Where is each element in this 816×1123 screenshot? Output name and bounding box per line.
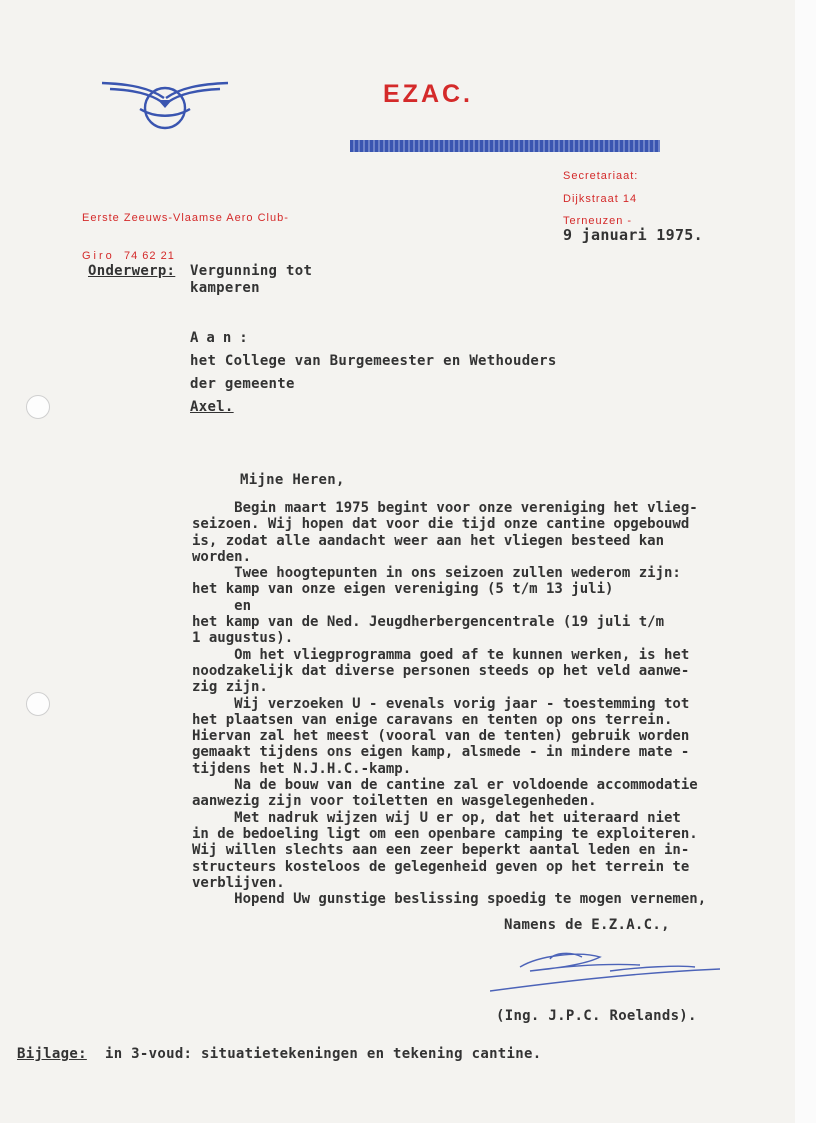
page-edge [795, 0, 816, 1123]
giro-number: 74 62 21 [124, 250, 175, 262]
recipient-line-1: het College van Burgemeester en Wethouders [190, 353, 557, 369]
body-line: en [192, 597, 252, 614]
closing: Namens de E.Z.A.C., [504, 917, 670, 933]
body-line: Om het vliegprogramma goed af te kunnen werken, is het [192, 646, 690, 663]
body-line: zig zijn. [192, 679, 268, 696]
salutation: Mijne Heren, [240, 472, 345, 488]
letter-body [192, 500, 792, 907]
subject-line-2: kamperen [190, 280, 260, 296]
club-full-name: Eerste Zeeuws-Vlaamse Aero Club- [82, 212, 289, 224]
secretariat-label: Secretariaat: [563, 170, 639, 182]
body-line: seizoen. Wij hopen dat voor die tijd onze cantine opgebouwd [192, 516, 690, 533]
signatory-name: (Ing. J.P.C. Roelands). [496, 1008, 697, 1024]
body-line: Na de bouw van de cantine zal er voldoende accommodatie [192, 777, 698, 794]
body-line: 1 augustus). [192, 630, 294, 647]
punch-hole-bottom [26, 692, 50, 716]
body-line: tijdens het N.J.H.C.-kamp. [192, 760, 412, 777]
body-line: aanwezig zijn voor toiletten en wasgelegenheden. [192, 793, 597, 810]
body-line: Wij willen slechts aan een zeer beperkt aantal leden en in- [192, 842, 690, 859]
body-line: het kamp van onze eigen vereniging (5 t/m 13 juli) [192, 581, 614, 598]
body-line: is, zodat alle aandacht weer aan het vliegen besteed kan [192, 532, 665, 549]
subject-line-1: Vergunning tot [190, 263, 313, 279]
body-line: in de bedoeling ligt om een openbare camping te exploiteren. [192, 825, 698, 842]
winged-emblem-logo [100, 78, 230, 130]
body-line: Wij verzoeken U - evenals vorig jaar - toestemming tot [192, 695, 690, 712]
street-address: Dijkstraat 14 [563, 193, 638, 205]
body-line: gemaakt tijdens ons eigen kamp, alsmede - in mindere mate - [192, 744, 690, 761]
body-line: structeurs kosteloos de gelegenheid geven op het terrein te [192, 858, 690, 875]
blue-stripe [350, 140, 660, 152]
body-line: Twee hoogtepunten in ons seizoen zullen wederom zijn: [192, 565, 681, 582]
body-line: noodzakelijk dat diverse personen steeds op het veld aanwe- [192, 662, 690, 679]
recipient-label: Aan: [190, 330, 256, 346]
enclosure-label: Bijlage: [17, 1046, 87, 1062]
body-line: Begin maart 1975 begint voor onze vereniging het vlieg- [192, 500, 698, 516]
letter-date: 9 januari 1975. [563, 226, 703, 244]
city: Terneuzen - [563, 215, 633, 227]
subject-label: Onderwerp: [88, 263, 176, 279]
handwritten-signature [490, 945, 730, 995]
recipient-line-3: Axel. [190, 399, 234, 415]
body-line: het kamp van de Ned. Jeugdherbergencentrale (19 juli t/m [192, 614, 665, 631]
body-line: verblijven. [192, 874, 285, 891]
body-line: Hopend Uw gunstige beslissing spoedig te mogen vernemen, [192, 891, 707, 908]
org-name: EZAC. [383, 80, 473, 108]
body-line: het plaatsen van enige caravans en tenten op ons terrein. [192, 711, 673, 728]
punch-hole-top [26, 395, 50, 419]
body-line: worden. [192, 548, 252, 565]
body-line: Hiervan zal het meest (vooral van de tenten) gebruik worden [192, 728, 690, 745]
enclosure-text: in 3-voud: situatietekeningen en tekening cantine. [105, 1046, 542, 1062]
giro-label: Giro [82, 250, 115, 262]
recipient-line-2: der gemeente [190, 376, 295, 392]
body-line: Met nadruk wijzen wij U er op, dat het uiteraard niet [192, 809, 681, 826]
